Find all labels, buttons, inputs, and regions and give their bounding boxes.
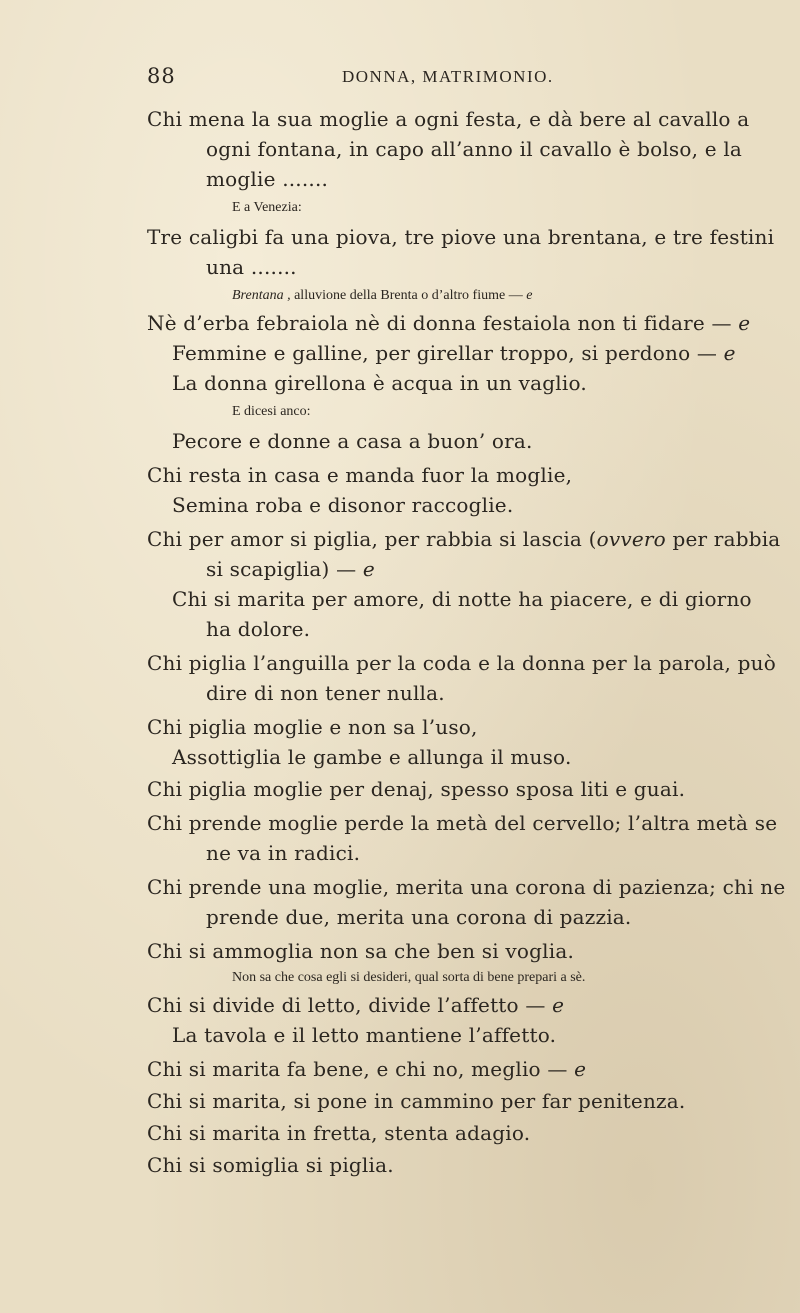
proverb-text: si scapiglia) — — [206, 557, 357, 581]
proverb-line: moglie ....... — [206, 167, 329, 191]
proverb-line: Chi si marita per amore, di notte ha piacere, e di giorno — [172, 587, 752, 611]
proverb-line — [147, 308, 750, 338]
proverb-line: Tre caligbi fa una piova, tre piove una brentana, e tre festini — [147, 225, 775, 249]
alt-term: ovvero — [596, 527, 666, 551]
proverb-line: La donna girellona è acqua in un vaglio. — [172, 371, 587, 395]
note-line — [232, 284, 532, 308]
proverb-line: Chi si marita, si pone in cammino per far penitenza. — [147, 1089, 686, 1113]
proverb-line: Chi piglia l’anguilla per la coda e la donna per la parola, può — [147, 651, 776, 675]
continuation-mark: e — [738, 311, 751, 335]
proverb-line: ogni fontana, in capo all’anno il cavallo è bolso, e la — [206, 137, 743, 161]
continuation-mark: e — [574, 1057, 587, 1081]
proverb-line — [147, 990, 564, 1020]
continuation-mark: e — [362, 557, 375, 581]
proverb-line: Chi prende una moglie, merita una corona di pazienza; chi ne — [147, 875, 786, 899]
proverb-line: ne va in radici. — [206, 841, 361, 865]
proverb-line: Chi si marita in fretta, stenta adagio. — [147, 1121, 531, 1145]
continuation-mark: e — [723, 341, 736, 365]
proverb-line: Chi resta in casa e manda fuor la moglie, — [147, 463, 573, 487]
note-term: Brentana , — [232, 288, 291, 303]
continuation-mark: e — [526, 288, 533, 303]
proverb-line — [206, 554, 375, 584]
running-title: DONNA, MATRIMONIO. — [342, 67, 554, 86]
proverb-line: Chi si somiglia si piglia. — [147, 1153, 394, 1177]
page-number: 88 — [147, 64, 176, 88]
proverb-text: Chi si divide di letto, divide l’affetto — — [147, 993, 546, 1017]
proverb-line: Chi piglia moglie per denaj, spesso sposa liti e guai. — [147, 777, 686, 801]
proverb-line — [172, 338, 736, 368]
proverb-line: dire di non tener nulla. — [206, 681, 445, 705]
proverb-line: Chi si ammoglia non sa che ben si voglia. — [147, 939, 575, 963]
proverb-line: Chi prende moglie perde la metà del cervello; l’altra metà se — [147, 811, 778, 835]
note-line: E a Venezia: — [232, 200, 302, 215]
proverb-line: Semina roba e disonor raccoglie. — [172, 493, 514, 517]
page-header — [0, 64, 800, 94]
proverb-line: La tavola e il letto mantiene l’affetto. — [172, 1023, 557, 1047]
proverb-line — [147, 524, 780, 554]
proverb-line — [147, 1054, 586, 1084]
proverb-text: per rabbia — [672, 527, 781, 551]
proverb-line: ha dolore. — [206, 617, 311, 641]
proverb-line: Assottiglia le gambe e allunga il muso. — [172, 745, 572, 769]
note-text: alluvione della Brenta o d’altro fiume — — [294, 288, 523, 303]
proverb-line: Chi mena la sua moglie a ogni festa, e dà bere al cavallo a — [147, 107, 750, 131]
proverb-text: Chi si marita fa bene, e chi no, meglio — — [147, 1057, 568, 1081]
note-line: Non sa che cosa egli si desideri, qual sorta di bene prepari a sè. — [232, 970, 586, 985]
proverb-text: Nè d’erba febraiola nè di donna festaiola non ti fidare — — [147, 311, 732, 335]
proverb-line: una ....... — [206, 255, 297, 279]
proverb-line: Chi piglia moglie e non sa l’uso, — [147, 715, 478, 739]
proverb-text: Chi per amor si piglia, per rabbia si lascia ( — [147, 527, 597, 551]
continuation-mark: e — [552, 993, 565, 1017]
proverb-line: prende due, merita una corona di pazzia. — [206, 905, 632, 929]
proverb-text: Femmine e galline, per girellar troppo, si perdono — — [172, 341, 718, 365]
note-line: E dicesi anco: — [232, 404, 311, 419]
proverb-line: Pecore e donne a casa a buon’ ora. — [172, 429, 533, 453]
